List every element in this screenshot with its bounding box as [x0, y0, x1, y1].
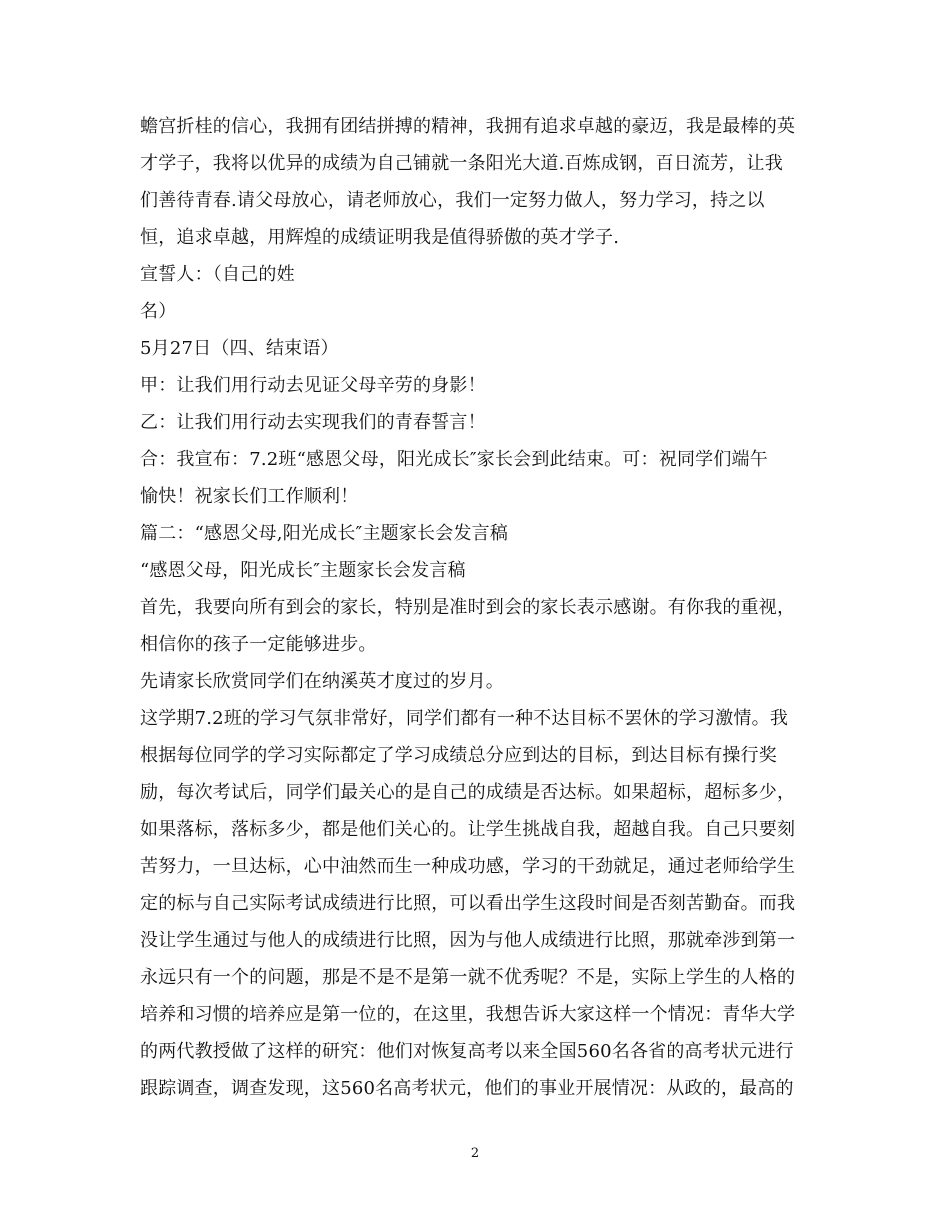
text-line: 培养和习惯的培养应是第一位的，在这里，我想告诉大家这样一个情况：青华大学: [140, 1004, 796, 1025]
text-line: 相信你的孩子一定能够进步。: [140, 634, 377, 655]
page-number: 2: [470, 1146, 480, 1161]
text-line: 首先，我要向所有到会的家长，特别是准时到会的家长表示感谢。有你我的重视，: [140, 597, 796, 618]
text-line: 才学子，我将以优异的成绩为自己铺就一条阳光大道.百炼成钢，百日流芳，让我: [140, 153, 783, 174]
text-line: 如果落标，落标多少，都是他们关心的。让学生挑战自我，超越自我。自己只要刻: [140, 819, 796, 840]
text-line: 根据每位同学的学习实际都定了学习成绩总分应到达的目标，到达目标有操行奖: [140, 745, 777, 766]
text-line: 们善待青春.请父母放心，请老师放心，我们一定努力做人，努力学习，持之以: [140, 190, 765, 211]
section-heading: 篇二：“感恩父母,阳光成长″主题家长会发言稿: [140, 523, 509, 544]
text-line: 乙：让我们用行动去实现我们的青春誓言！: [140, 412, 486, 433]
text-line: 5月27日（四、结束语）: [140, 338, 339, 359]
text-line: 没让学生通过与他人的成绩进行比照，因为与他人成绩进行比照，那就牵涉到第一: [140, 930, 796, 951]
text-line: 这学期7.2班的学习气氛非常好，同学们都有一种不达目标不罢休的学习激情。我: [140, 708, 789, 729]
text-line: 恒，追求卓越，用辉煌的成绩证明我是值得骄傲的英才学子.: [140, 227, 620, 248]
text-line: 先请家长欣赏同学们在纳溪英才度过的岁月。: [140, 671, 504, 692]
text-line: 苦努力，一旦达标，心中油然而生一种成功感，学习的干劲就足，通过老师给学生: [140, 856, 796, 877]
text-line: 甲：让我们用行动去见证父母辛劳的身影！: [140, 375, 486, 396]
text-line: 名）: [140, 301, 177, 322]
section-title: “感恩父母，阳光成长″主题家长会发言稿: [140, 560, 466, 581]
text-line: 合：我宣布：7.2班“感恩父母，阳光成长″家长会到此结束。可：祝同学们端午: [140, 449, 768, 470]
text-line: 永远只有一个的问题，那是不是不是第一就不优秀呢？不是，实际上学生的人格的: [140, 967, 796, 988]
text-line: 蟾宫折桂的信心，我拥有团结拼搏的精神，我拥有追求卓越的豪迈，我是最棒的英: [140, 116, 796, 137]
text-line: 愉快！祝家长们工作顺利！: [140, 486, 359, 507]
text-line: 励，每次考试后，同学们最关心的是自己的成绩是否达标。如果超标，超标多少，: [140, 782, 796, 803]
text-line: 定的标与自己实际考试成绩进行比照，可以看出学生这段时间是否刻苦勤奋。而我: [140, 893, 796, 914]
text-line: 的两代教授做了这样的研究：他们对恢复高考以来全国560名各省的高考状元进行: [140, 1041, 794, 1062]
text-line: 宣誓人：（自己的姓: [140, 264, 295, 285]
text-line: 跟踪调查，调查发现，这560名高考状元，他们的事业开展情况：从政的，最高的: [140, 1078, 794, 1099]
